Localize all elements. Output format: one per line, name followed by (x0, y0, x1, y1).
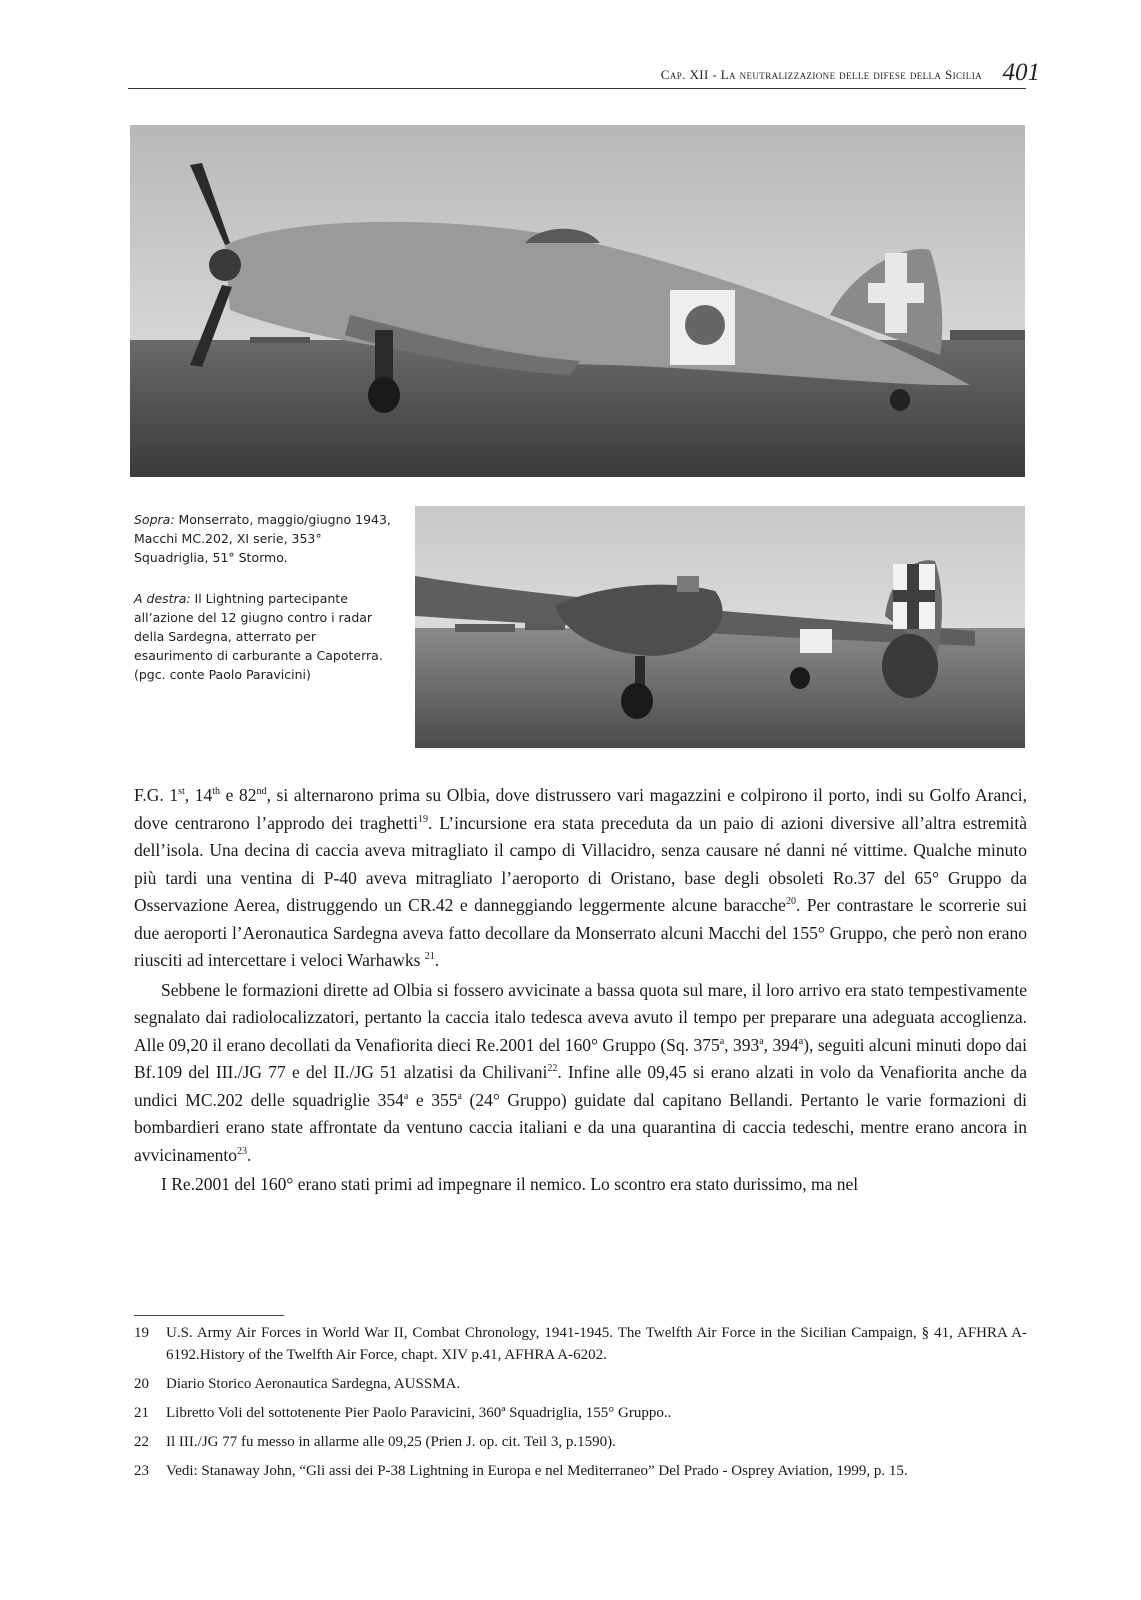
paragraph-1: F.G. 1st, 14th e 82nd, si alternarono prima su Olbia, dove distrussero vari magazzini e colpirono il porto, indi su Golfo Aranci, dove centrarono l’approdo dei traghetti$^{19}$. L’incursione era stata preceduta da un paio di azioni diversive all’altra estremità dell’isola. Una decina di caccia aveva mitragliato il campo di Villacidro, senza causare né danni né vittime. Qualche minuto più tardi una ventina di P-40 aveva mitragliato l’aeroporto di Oristano, base degli obsoleti Ro.37 del 65° Gruppo da Osservazione Aerea, distruggendo un CR.42 e danneggiando leggermente alcune baracche$^{20}$. Per contrastare le scorrerie sui due aeroporti l’Aeronautica Sardegna aveva fatto decollare da Monserrato alcuni Macchi del 155° Gruppo, che però non erano riusciti ad intercettare i veloci Warhawks $^{21}$. (134, 785, 1027, 970)
footnote-ref-23: 23 (237, 1145, 248, 1157)
footnote-rule (134, 1315, 284, 1316)
footnote-ref-21: 21 (424, 951, 435, 963)
footnote-text: Il III./JG 77 fu messo in allarme alle 09,25 (Prien J. op. cit. Teil 3, p.1590). (166, 1434, 616, 1450)
page-header (128, 58, 1040, 89)
p38-lightning-photo (415, 506, 1025, 748)
footnotes (134, 1322, 1027, 1489)
paragraph-2: Sebbene le formazioni dirette ad Olbia si fossero avvicinate a bassa quota sul mare, il loro arrivo era stato tempestivamente segnalato dai radiolocalizzatori, pertanto la caccia italo tedesca aveva avuto il tempo per preparare una adeguata accoglienza. Alle 09,20 il erano decollati da Venafiorita dieci Re.2001 del 160° Gruppo (Sq. 375$^a$, 393$^a$, 394$^a$), seguiti alcuni minuti dopo dai Bf.109 del III./JG 77 e del II./JG 51 alzatisi da Chilivani$^{22}$. Infine alle 09,45 si erano alzati in volo da Venafiorita anche da undici MC.202 delle squadriglie 354$^a$ e 355$^a$ (24° Gruppo) guidate dal capitano Bellandi. Pertanto le varie formazioni di bombardieri erano state affrontate da ventuno caccia italiani e da una quarantina di caccia tedeschi, mentre erano ancora in avvicinamento$^{23}$. (134, 979, 1028, 1165)
footnote-ref-22: 22 (547, 1063, 558, 1075)
footnote-number: 23 (134, 1463, 149, 1479)
footnote-number: 22 (134, 1434, 149, 1450)
footnote-number: 19 (134, 1325, 149, 1341)
footnote-20 (134, 1373, 1027, 1395)
paragraph-3: I Re.2001 del 160° erano stati primi ad impegnare il nemico. Lo scontro era stato durissimo, ma nel (161, 1174, 859, 1194)
photo-credit: (pgc. conte Paolo Paravicini) (134, 667, 311, 682)
body-text (134, 782, 1027, 1199)
page-number: 401 (1002, 59, 1040, 86)
caption-lead: Sopra: (134, 512, 175, 527)
footnote-19 (134, 1322, 1027, 1366)
photo-captions (134, 510, 396, 684)
footnote-ref-20: 20 (785, 896, 796, 908)
footnote-text: Vedi: Stanaway John, “Gli assi dei P-38 Lightning in Europa e nel Mediterraneo” Del Prado - Osprey Aviation, 1999, p. 15. (166, 1463, 908, 1479)
caption-right-photo (134, 589, 396, 684)
running-head: Cap. XII - La neutralizzazione delle difese della Sicilia (660, 67, 982, 82)
footnote-text: Libretto Voli del sottotenente Pier Paolo Paravicini, 360ª Squadriglia, 155° Gruppo.. (166, 1405, 672, 1421)
footnote-23 (134, 1460, 1027, 1482)
caption-text: Il Lightning partecipante all’azione del 12 giugno contro i radar della Sardegna, atterrato per esaurimento di carburante a Capoterra. (134, 591, 383, 663)
caption-text: Monserrato, maggio/giugno 1943, Macchi MC.202, XI serie, 353° Squadriglia, 51° Stormo. (134, 512, 391, 565)
footnote-ref-19: 19 (417, 813, 428, 825)
caption-lead: A destra: (134, 591, 191, 606)
footnote-number: 20 (134, 1376, 149, 1392)
macchi-mc202-photo (130, 125, 1025, 477)
footnote-text: Diario Storico Aeronautica Sardegna, AUSSMA. (166, 1376, 461, 1392)
footnote-number: 21 (134, 1405, 149, 1421)
footnote-21 (134, 1402, 1027, 1424)
footnote-22 (134, 1431, 1027, 1453)
footnote-text: U.S. Army Air Forces in World War II, Combat Chronology, 1941-1945. The Twelfth Air Force in the Sicilian Campaign, § 41, AFHRA A-6192.History of the Twelfth Air Force, chapt. XIV p.41, AFHRA A-6202. (166, 1325, 1027, 1363)
caption-top-photo (134, 510, 396, 567)
